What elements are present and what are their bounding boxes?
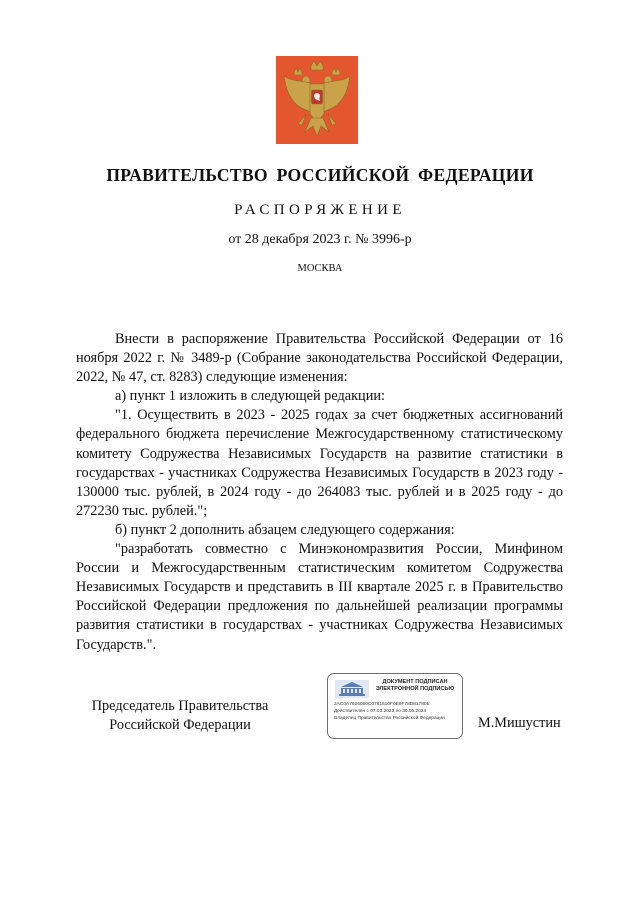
state-emblem-icon — [276, 56, 358, 144]
document-city: МОСКВА — [297, 263, 343, 274]
document-body — [76, 330, 563, 655]
paragraph-item-b-text: "разработать совместно с Минэкономразвития России, Минфином России и Межгосударственным статистическим комитетом Содружества Независимых Государств и представить в III квартале 2025 г. в Правительство Российской Федерации предложения по дальнейшей реализации программы развития статистики в государствах - участниках Содружества Независимых Государств.". — [76, 541, 563, 653]
government-title: ПРАВИТЕЛЬСТВО РОССИЙСКОЙ ФЕДЕРАЦИИ — [106, 165, 534, 185]
stamp-owner: Владелец Правительство Российской Федерации — [334, 716, 445, 721]
stamp-validity: Действителен с 07.03.2023 по 30.05.2024 — [334, 709, 427, 714]
paragraph-intro: Внести в распоряжение Правительства Российской Федерации от 16 ноября 2022 г. № 3489-р (Собрание законодательства Российской Федерации, 2022, № 47, ст. 8283) следующие изменения: — [76, 331, 563, 386]
paragraph-item-a-text: "1. Осуществить в 2023 - 2025 годах за счет бюджетных ассигнований федерального бюджета перечисление Межгосударственному статистическому комитету Содружества Независимых Государств на развитие статистики в государствах - участниках Содружества Независимых Государств в 2023 году - 130000 тыс. рублей, в 2024 году - до 264083 тыс. рублей и в 2025 году - до 272230 тыс. рублей."; — [76, 407, 563, 519]
signatory-name: М.Мишустин — [478, 715, 561, 731]
document-date-number: от 28 декабря 2023 г. № 3996-р — [228, 232, 412, 247]
government-building-icon — [335, 680, 369, 698]
paragraph-item-a: а) пункт 1 изложить в следующей редакции: — [115, 388, 385, 405]
stamp-title-line1: ДОКУМЕНТ ПОДПИСАН — [382, 679, 448, 685]
signatory-position-line1: Председатель Правительства — [91, 698, 269, 714]
stamp-title — [370, 679, 460, 694]
signatory-position-line2: Российской Федерации — [109, 717, 251, 733]
stamp-certificate: 2AC0A7926050C0781610F0E9F78D81780E — [334, 702, 430, 707]
document-type: РАСПОРЯЖЕНИЕ — [234, 202, 406, 218]
paragraph-item-b: б) пункт 2 дополнить абзацем следующего содержания: — [115, 521, 455, 538]
signatory-position — [80, 697, 280, 735]
stamp-title-line2: ЭЛЕКТРОННОЙ ПОДПИСЬЮ — [375, 686, 455, 693]
electronic-signature-stamp — [327, 673, 463, 739]
